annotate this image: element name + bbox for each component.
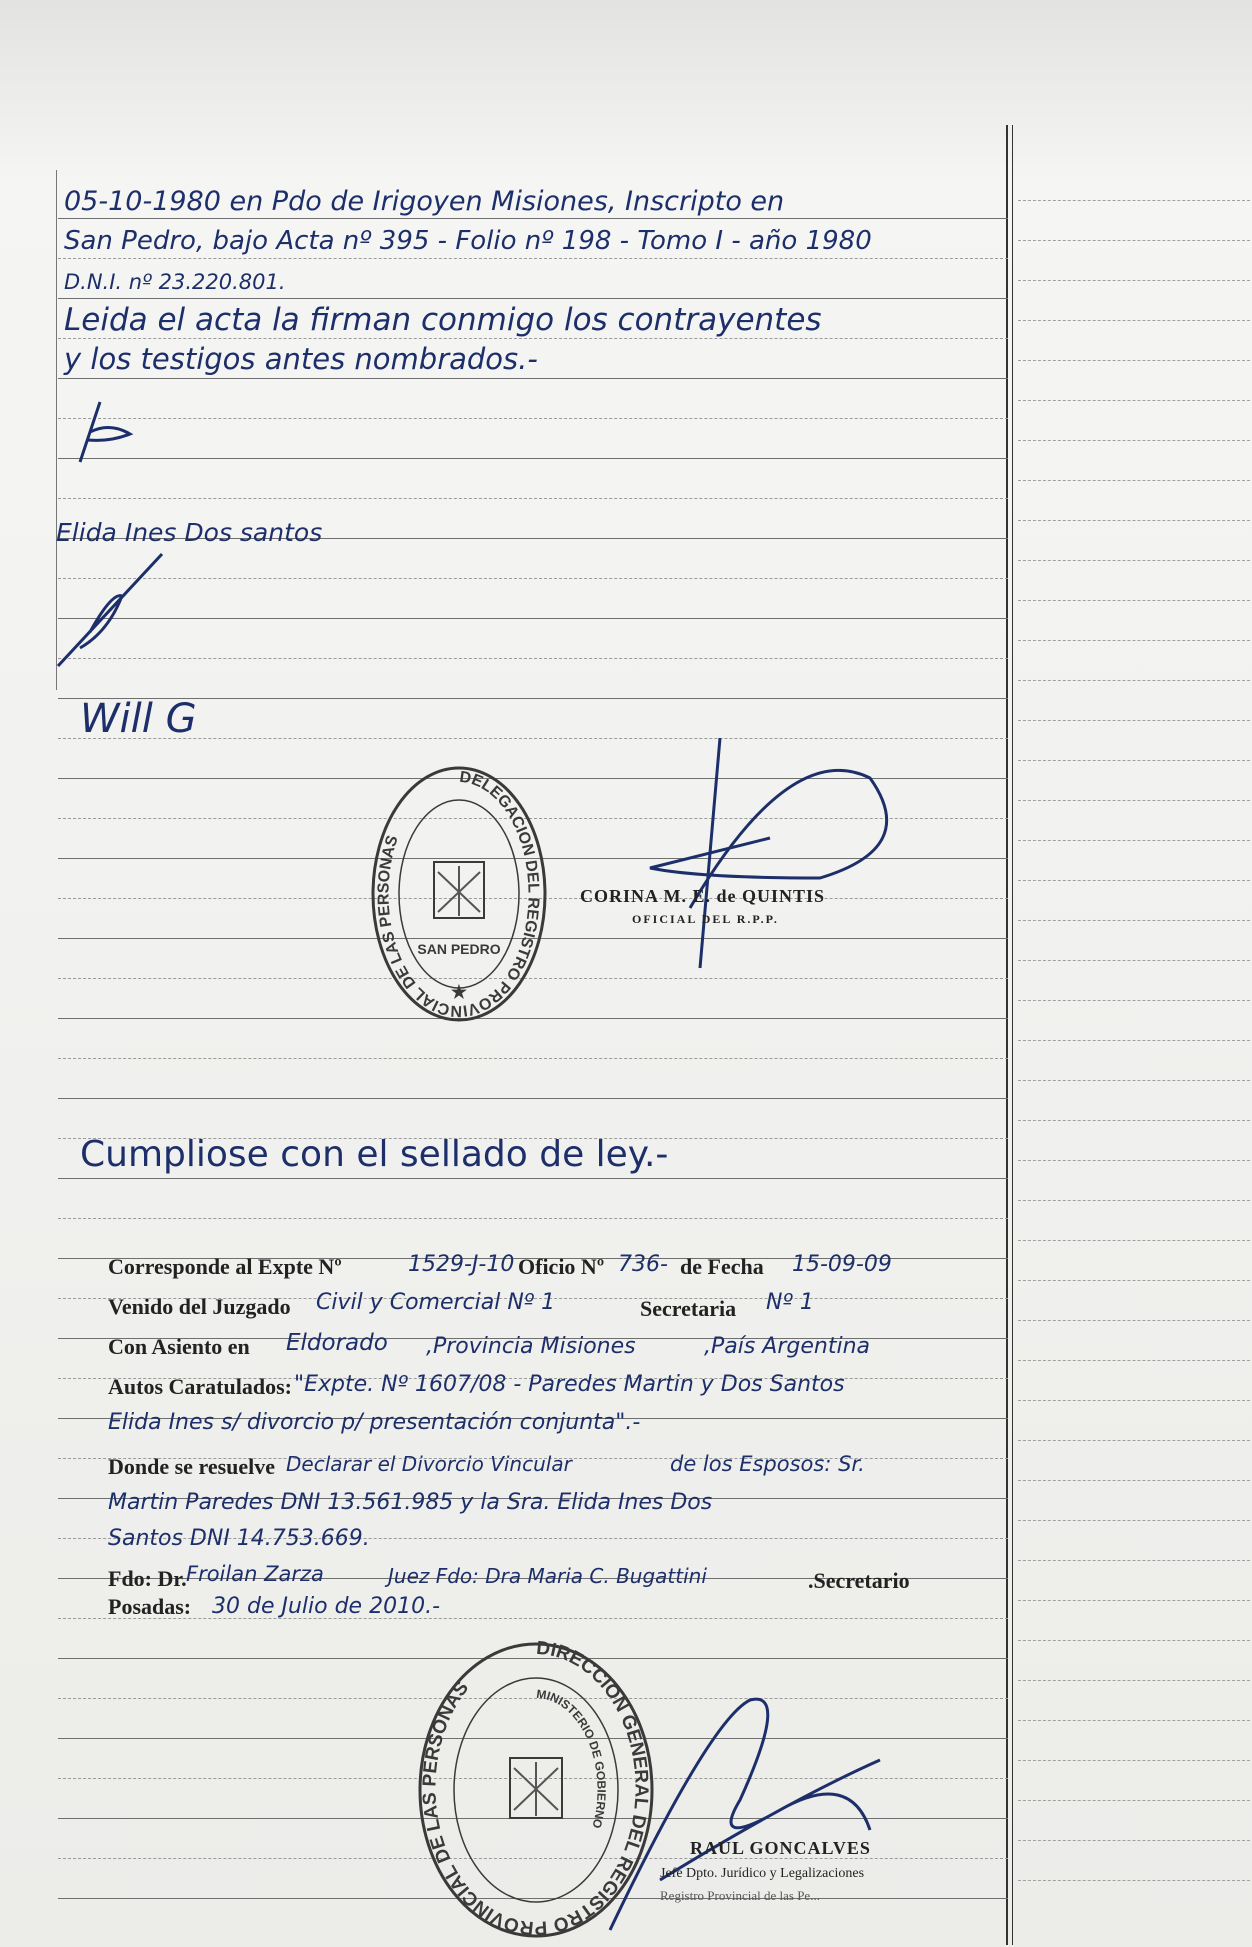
signature-official-top [620,728,910,978]
margin-ruled-line [1018,1360,1250,1361]
stamp-bottom-official-title: Jefe Dpto. Jurídico y Legalizaciones [660,1866,865,1881]
margin-ruled-line [1018,520,1250,521]
ruled-line [58,1098,1008,1099]
margin-ruled-line [1018,640,1250,641]
note-l4-value: "Expte. Nº 1607/08 - Paredes Martin y Dos Santos [294,1372,845,1397]
margin-ruled-line [1018,560,1250,561]
signature-contrayente-2 [50,552,180,672]
page-shadow [0,0,1252,180]
stamp-top-official-title: OFICIAL DEL R.P.P. [632,912,779,926]
ruled-line [58,1058,1008,1059]
note-l6-value: Declarar el Divorcio Vincular [286,1452,572,1476]
note-l5-value: Elida Ines s/ divorcio p/ presentación conjunta".- [108,1410,641,1435]
note-l7-value: Martin Paredes DNI 13.561.985 y la Sra. Elida Ines Dos [108,1490,713,1515]
note-l4-label: Autos Caratulados: [108,1374,292,1399]
stamp-bottom-ring-text: DIRECCION GENERAL DEL REGISTRO PROVINCIAL DE LAS PERSONAS [419,1637,652,1939]
note-l2-label2: Secretaria [640,1296,737,1321]
note-l9-label: Fdo: Dr. [108,1566,187,1591]
ruled-line [58,618,1008,619]
ruled-line [58,658,1008,659]
margin-ruled-line [1018,760,1250,761]
margin-ruled-line [1018,1280,1250,1281]
ruled-line [58,418,1008,419]
note-l10-value: 30 de Julio de 2010.- [212,1594,441,1619]
note-l8-value: Santos DNI 14.753.669. [108,1526,370,1551]
note-l6-label: Donde se resuelve [108,1454,276,1479]
stamp-top-city: SAN PEDRO [417,941,501,957]
note-l1-label3: de Fecha [680,1254,764,1279]
ruled-line [58,258,1008,259]
stamp-bottom-official-name: RAUL GONCALVES [690,1838,871,1858]
margin-ruled-line [1018,880,1250,881]
ruled-line [58,338,1008,339]
note-l3-value3: ,País Argentina [704,1334,871,1359]
margin-ruled-line [1018,1680,1250,1681]
note-l3-value: Eldorado [286,1330,388,1356]
note-l9-value2: Juez Fdo: Dra Maria C. Bugattini [388,1564,707,1588]
note-l9-label2: .Secretario [808,1568,910,1593]
ruled-line [58,298,1008,299]
margin-ruled-line [1018,360,1250,361]
right-margin-line-inner [1012,125,1013,1945]
note-l1-label: Corresponde al Expte Nº [108,1254,342,1279]
margin-ruled-line [1018,960,1250,961]
stamp-seal-san-pedro [368,762,550,1032]
margin-ruled-line [1018,1600,1250,1601]
ruled-line [58,1618,1008,1619]
margin-ruled-line [1018,480,1250,481]
ruled-line [58,498,1008,499]
margin-ruled-line [1018,1800,1250,1801]
ruled-line [58,378,1008,379]
margin-ruled-line [1018,1240,1250,1241]
entry-line-5: y los testigos antes nombrados.- [64,342,538,376]
ruled-line [58,1178,1008,1179]
ruled-line [58,578,1008,579]
margin-ruled-line [1018,800,1250,801]
margin-ruled-line [1018,400,1250,401]
svg-text:★: ★ [450,982,468,1002]
entry-line-2: San Pedro, bajo Acta nº 395 - Folio nº 198 - Tomo I - año 1980 [64,226,872,256]
stamp-top-ring-text: DELEGACION DEL REGISTRO PROVINCIAL DE LAS PERSONAS [375,768,542,1020]
note-l1-label2: Oficio Nº [518,1254,605,1279]
margin-ruled-line [1018,200,1250,201]
note-l3-label: Con Asiento en [108,1334,250,1359]
note-l3-value2: ,Provincia Misiones [426,1334,636,1359]
ruled-line [58,698,1008,699]
margin-ruled-line [1018,1400,1250,1401]
entry-line-4: Leida el acta la firman conmigo los contrayentes [64,302,822,338]
margin-ruled-line [1018,1840,1250,1841]
note-l6-value2: de los Esposos: Sr. [670,1452,865,1476]
note-l2-value2: Nº 1 [766,1290,814,1315]
margin-ruled-line [1018,240,1250,241]
margin-ruled-line [1018,840,1250,841]
margin-ruled-line [1018,1880,1250,1881]
margin-ruled-line [1018,1000,1250,1001]
signature-initials: Will G [80,696,197,742]
margin-ruled-line [1018,1440,1250,1441]
margin-ruled-line [1018,920,1250,921]
signature-witness-name: Elida Ines Dos santos [56,518,323,547]
stamp-top-official-name: CORINA M. E. de QUINTIS [580,886,826,906]
ruled-line [58,458,1008,459]
margin-ruled-line [1018,1640,1250,1641]
note-l2-value: Civil y Comercial Nº 1 [316,1290,556,1315]
note-l10-label: Posadas: [108,1594,192,1619]
margin-ruled-line [1018,1120,1250,1121]
note-l1-value2: 736- [618,1252,668,1277]
stamp-bottom-inner-text: MINISTERIO DE GOBIERNO [535,1686,609,1830]
margin-ruled-line [1018,320,1250,321]
note-l1-value: 1529-J-10 [408,1252,515,1277]
entry-line-3: D.N.I. nº 23.220.801. [64,270,286,294]
margin-ruled-line [1018,1720,1250,1721]
margin-ruled-line [1018,280,1250,281]
margin-ruled-line [1018,1560,1250,1561]
ruled-line [58,218,1008,219]
margin-ruled-line [1018,1320,1250,1321]
note-l2-label: Venido del Juzgado [108,1294,291,1319]
margin-ruled-line [1018,1080,1250,1081]
signature-contrayente-1 [60,392,150,472]
margin-ruled-line [1018,600,1250,601]
note-l1-value3: 15-09-09 [792,1252,892,1277]
margin-ruled-line [1018,440,1250,441]
note-l9-value: Froilan Zarza [186,1562,324,1586]
right-margin-line [1006,125,1008,1945]
margin-ruled-line [1018,1480,1250,1481]
margin-ruled-line [1018,1520,1250,1521]
margin-ruled-line [1018,1760,1250,1761]
ruled-line [58,1218,1008,1219]
margin-ruled-line [1018,1160,1250,1161]
margin-ruled-line [1018,680,1250,681]
entry-line-1: 05-10-1980 en Pdo de Irigoyen Misiones, Inscripto en [64,186,785,217]
stamp-bottom-official-office: Registro Provincial de las Pe... [660,1888,820,1903]
sellado-note: Cumpliose con el sellado de ley.- [80,1134,669,1175]
margin-ruled-line [1018,1200,1250,1201]
margin-ruled-line [1018,720,1250,721]
margin-ruled-line [1018,1040,1250,1041]
